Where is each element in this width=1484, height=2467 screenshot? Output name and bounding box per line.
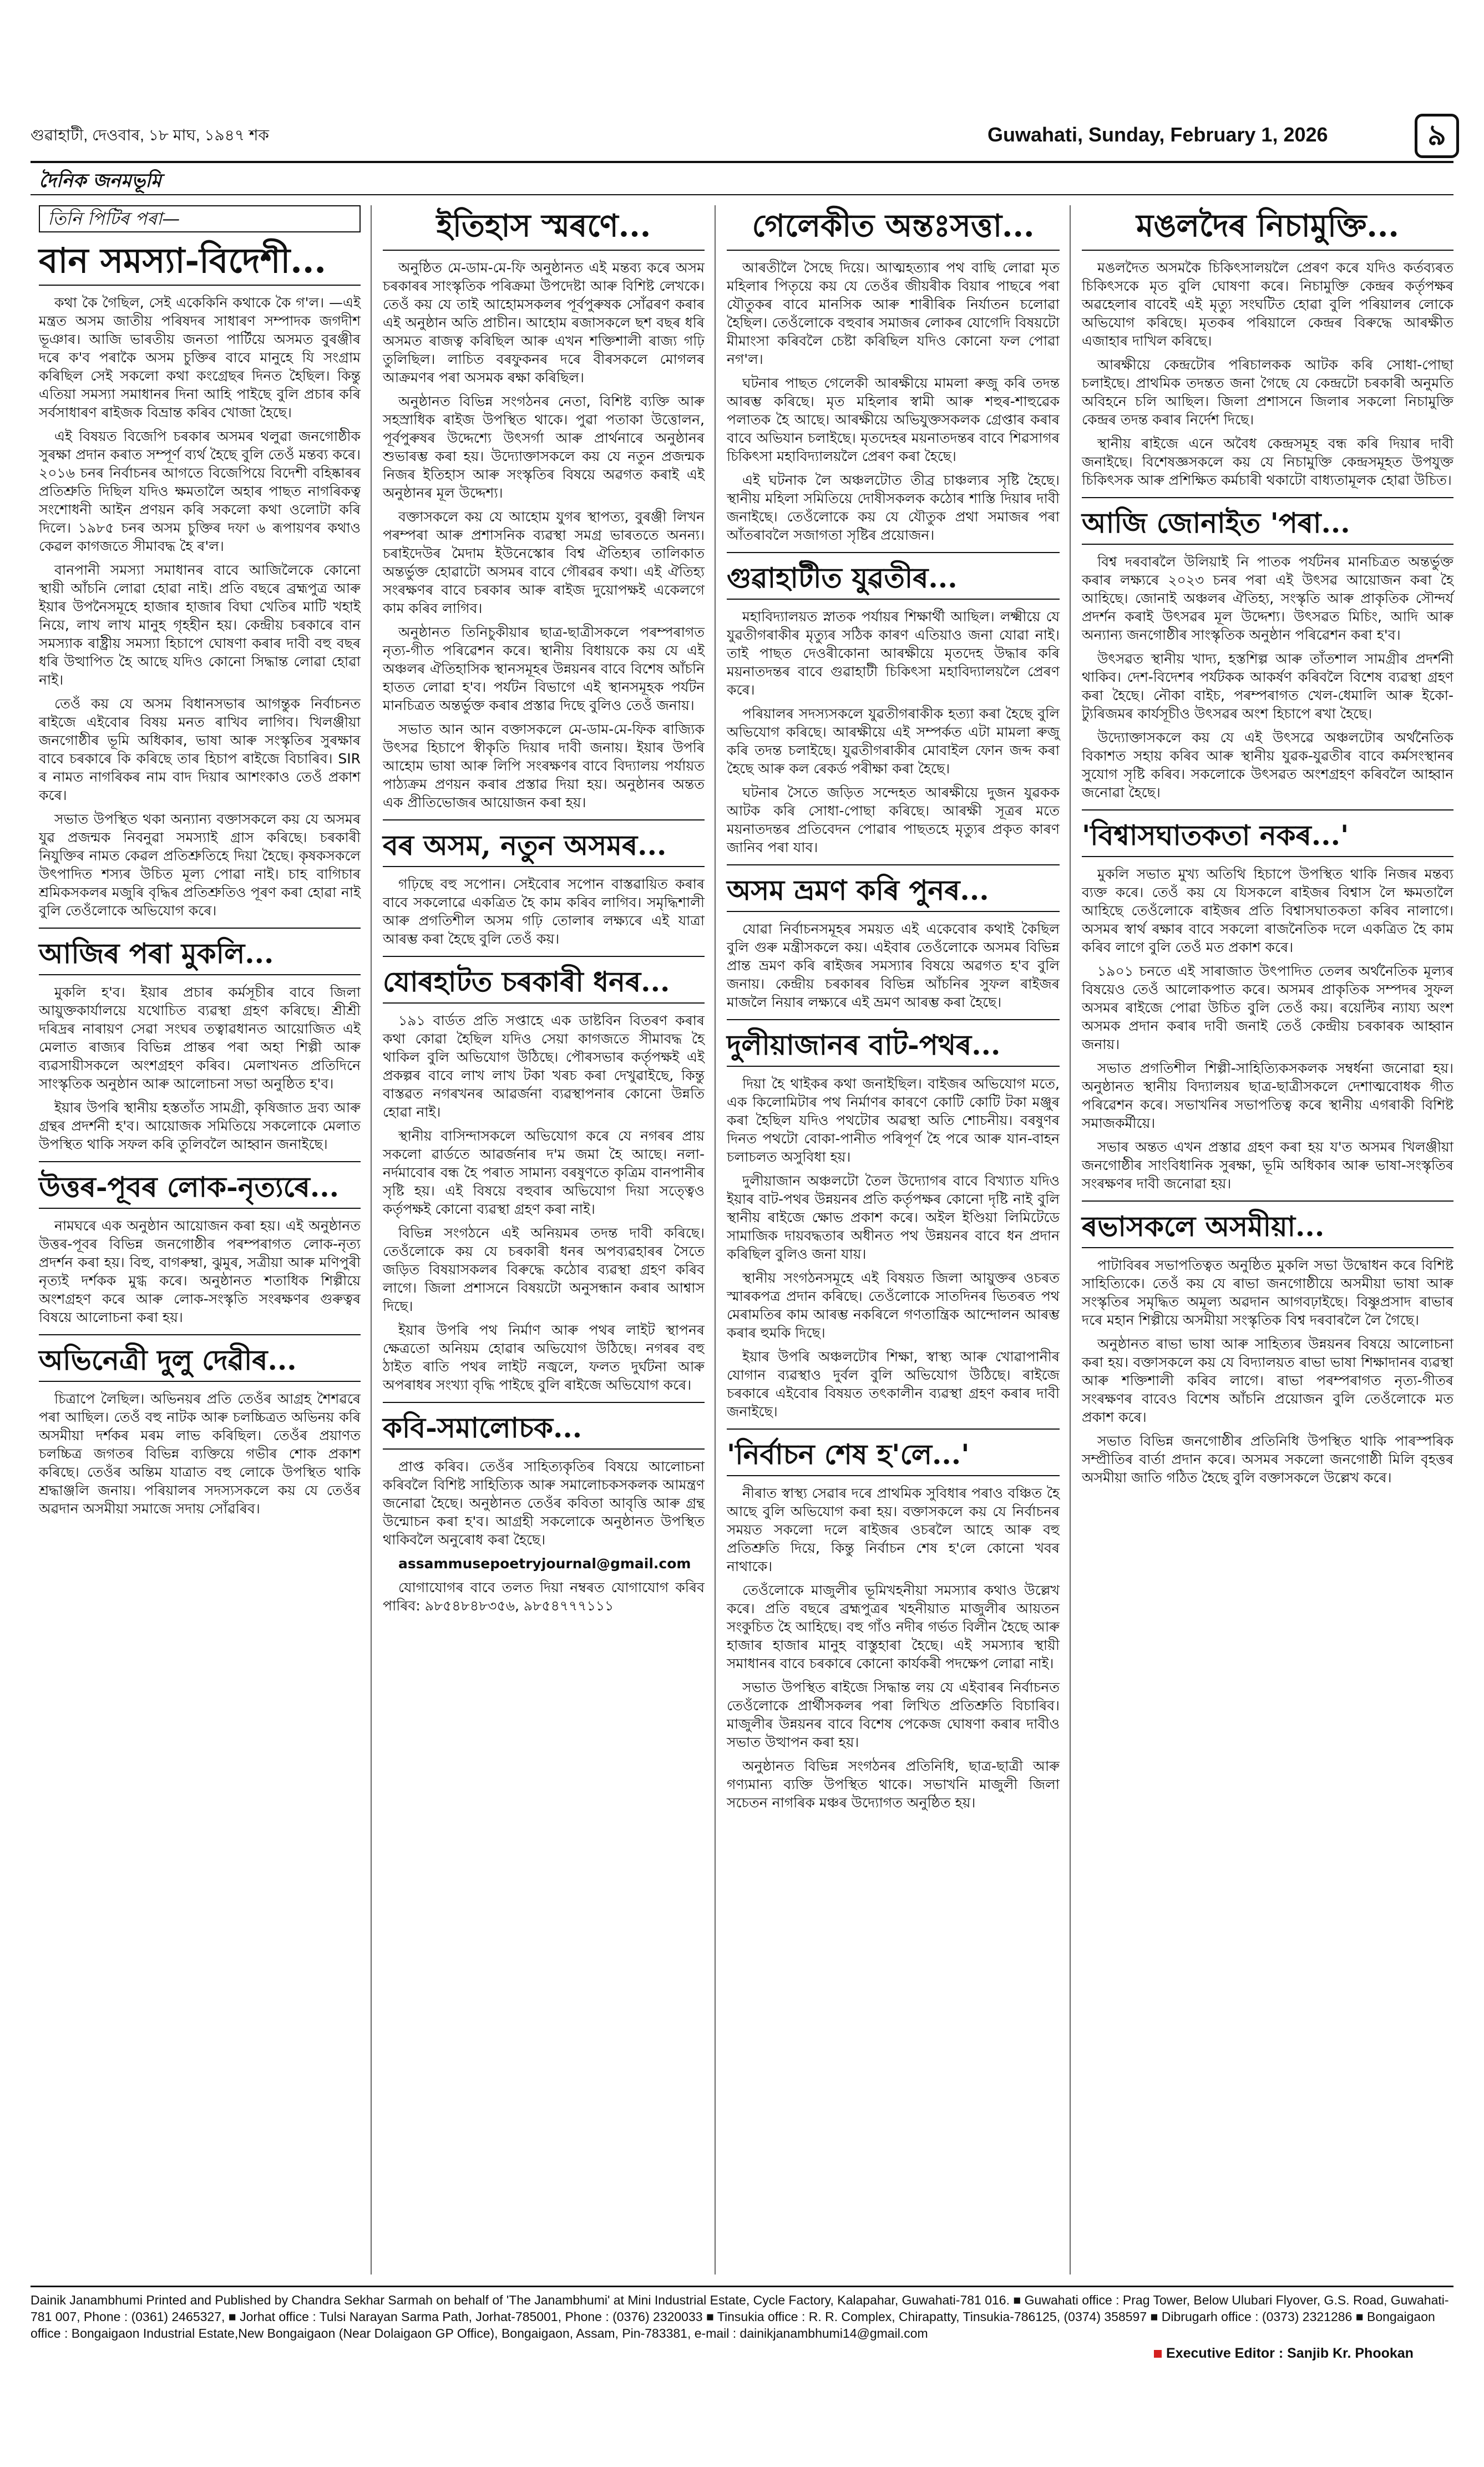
- paragraph: ইয়াৰ উপৰি পথ নিৰ্মাণ আৰু পথৰ লাইট স্থাপনৰ ক্ষেত্ৰতো অনিয়ম হোৱাৰ অভিযোগ উঠিছে। নগৰৰ বহু ঠাইত ৰাতি পথৰ লাইট নজ্বলে, ফলত দুৰ্ঘটনা আৰু অপৰাধৰ সংখ্যা বৃদ্ধি পাইছে বুলি ৰাইজে অভিযোগ কৰে।: [383, 1322, 705, 1393]
- divider: [39, 1161, 361, 1162]
- column-separator: [1070, 205, 1071, 2274]
- paragraph: স্থানীয় বাসিন্দাসকলে অভিযোগ কৰে যে নগৰৰ প্ৰায় সকলো ৱাৰ্ডতে আৱৰ্জনাৰ দ'ম জমা হৈ আছে। নলা-নৰ্দমাবোৰ বন্ধ হৈ পৰাত সামান্য বৰষুণতে কৃত্ৰিম বানপানীৰ সৃষ্টি হয়। এই বিষয়ে বহুবাৰ অভিযোগ দিয়া সত্ত্বেও কৰ্তৃপক্ষই কোনো ব্যৱস্থা গ্ৰহণ কৰা নাই।: [383, 1128, 705, 1217]
- issue-date-assamese: গুৱাহাটী, দেওবাৰ, ১৮ মাঘ, ১৯৪৭ শক: [31, 126, 269, 144]
- article-duliajan: [727, 1028, 1060, 1421]
- divider: [383, 819, 705, 820]
- bullet-square-icon: [1154, 2350, 1162, 2358]
- paragraph: অনুষ্ঠানত বিভিন্ন সংগঠনৰ প্ৰতিনিধি, ছাত্ৰ-ছাত্ৰী আৰু গণ্যমান্য ব্যক্তি উপস্থিত থাকে। সভাখনি মাজুলী জিলা সচেতন নাগৰিক মঞ্চৰ উদ্যোগত অনুষ্ঠিত হয়।: [727, 1758, 1060, 1811]
- headline: দুলীয়াজানৰ বাট-পথৰ...: [727, 1028, 1060, 1067]
- imprint-text: Dainik Janambhumi Printed and Published by Chandra Sekhar Sarmah on behalf of 'The Janambhumi' at Mini Industrial Estate, Cycle Factory, Kalapahar, Guwahati-781 016. ■ Guwahati office : Prag Tower, Below Ulubari Flyover, G.S. Road, Guwahati-781 007, Phone : (0361) 2465327, ■ Jorhat office : Tulsi Narayan Sarma Path, Jorhat-785001, Phone : (0376) 2320033 ■ Tinsukia office : R. R. Complex, Chirapatty, Tinsukia-786125, (0374) 358597 ■ Dibrugarh office : (0373) 2321286 ■ Bongaigaon office : Bongaigaon Industrial Estate,New Bongaigaon (Near Dolaigaon GP Office), Bongaigaon, Assam, Pin-783381, e-mail : dainikjanambhumi14@gmail.com: [31, 2293, 1449, 2341]
- divider: [727, 1428, 1060, 1430]
- page-number: ৯: [1415, 114, 1459, 158]
- paragraph: ঘটনাৰ পাছত গেলেকী আৰক্ষীয়ে মামলা ৰুজু কৰি তদন্ত আৰম্ভ কৰিছে। মৃত মহিলাৰ স্বামী আৰু শহুৰ-শাহুৱেক পলাতক হৈ আছে। আৰক্ষীয়ে অভিযুক্তসকলক গ্ৰেপ্তাৰ কৰাৰ বাবে অভিযান চলাইছে। মৃতদেহৰ ময়নাতদন্তৰ বাবে শিৱসাগৰ চিকিৎসা মহাবিদ্যালয়লৈ প্ৰেৰণ কৰা হৈছে।: [727, 375, 1060, 464]
- paragraph: তেওঁ কয় যে অসম বিধানসভাৰ আগন্তুক নিৰ্বাচনত ৰাইজে এইবোৰ বিষয় মনত ৰাখিব লাগিব। খিলঞ্জীয়া জনগোষ্ঠীৰ ভূমি অধিকাৰ, ভাষা আৰু সংস্কৃতিৰ সুৰক্ষাৰ বাবে চৰকাৰে কি কৰিছে তাৰ হিচাপ ৰাইজে বিচাৰিব। SIR ৰ নামত নাগৰিকৰ নাম বাদ দিয়াৰ আশংকাও তেওঁ প্ৰকাশ কৰে।: [39, 696, 361, 803]
- article-geleki: [727, 205, 1060, 544]
- paragraph: মুকলি হ'ব। ইয়াৰ প্ৰচাৰ কৰ্মসূচীৰ বাবে জিলা আয়ুক্তকাৰ্যালয়ে যথোচিত ব্যৱস্থা গ্ৰহণ কৰিছে। শ্ৰীশ্ৰী দৰিদ্ৰৰ নাৰায়ণ সেৱা সংঘৰ তত্বাৱধানত আয়োজিত এই মেলাত ৰাজ্যৰ বিভিন্ন প্ৰান্তৰ পৰা অহা শিল্পী আৰু ব্যৱসায়ীসকলে অংশগ্ৰহণ কৰিব। মেলাখনত প্ৰতিদিনে সাংস্কৃতিক অনুষ্ঠান আৰু আলোচনা সভা অনুষ্ঠিত হ'ব।: [39, 984, 361, 1092]
- paragraph: অনুষ্ঠানত ৰাভা ভাষা আৰু সাহিত্যৰ উন্নয়নৰ বিষয়ে আলোচনা কৰা হয়। বক্তাসকলে কয় যে বিদ্যালয়ত ৰাভা ভাষা শিক্ষাদানৰ ব্যৱস্থা আৰু শক্তিশালী কৰিব লাগে। ৰাভা পৰম্পৰাগত নৃত্য-গীতৰ সংৰক্ষণৰ বাবেও বিশেষ আঁচনি প্ৰয়োজন বুলি তেওঁলোকে মত প্ৰকাশ কৰে।: [1082, 1336, 1453, 1425]
- paragraph: সভাত প্ৰগতিশীল শিল্পী-সাহিত্যিকসকলক সম্বৰ্ধনা জনোৱা হয়। অনুষ্ঠানত স্থানীয় বিদ্যালয়ৰ ছাত্ৰ-ছাত্ৰীসকলে দেশাত্মবোধক গীত পৰিৱেশন কৰে। সভাখনিৰ সভাপতিত্ব কৰে স্থানীয় এগৰাকী বিশিষ্ট সমাজকৰ্মীয়ে।: [1082, 1060, 1453, 1131]
- headline: 'নিৰ্বাচন শেষ হ'লে...': [727, 1437, 1060, 1476]
- paragraph: তেওঁলোকে মাজুলীৰ ভূমিখহনীয়া সমস্যাৰ কথাও উল্লেখ কৰে। প্ৰতি বছৰে ব্ৰহ্মপুত্ৰৰ খহনীয়াত মাজুলীৰ আয়তন সংকুচিত হৈ আহিছে। বহু গাঁও নদীৰ গৰ্ভত বিলীন হৈছে আৰু হাজাৰ হাজাৰ মানুহ বাস্তুহাৰা হৈছে। এই সমস্যাৰ স্থায়ী সমাধানৰ বাবে চৰকাৰে কোনো কাৰ্যকৰী পদক্ষেপ লোৱা নাই।: [727, 1582, 1060, 1671]
- paragraph: আৰতীলৈ সৈছে দিয়ে। আত্মহত্যাৰ পথ বাছি লোৱা মৃত মহিলাৰ পিতৃয়ে কয় যে তেওঁৰ জীয়ৰীক বিয়াৰ পাছৰে পৰা যৌতুকৰ বাবে মানসিক আৰু শাৰীৰিক নিৰ্যাতন চলোৱা হৈছিল। তেওঁলোকে বহুবাৰ সমাজৰ লোকৰ যোগেদি বিষয়টো মীমাংসা কৰিবলৈ চেষ্টা কৰিছিল যদিও কোনো ফল পোৱা নগ'ল।: [727, 260, 1060, 367]
- divider: [39, 928, 361, 929]
- headline: আজিৰ পৰা মুকলি...: [39, 936, 361, 975]
- headline: ৰভাসকলে অসমীয়া...: [1082, 1209, 1453, 1248]
- column-separator: [715, 205, 716, 2274]
- divider: [39, 1334, 361, 1335]
- article-bishwasghatakota: [1082, 818, 1453, 1193]
- paragraph: যোগাযোগৰ বাবে তলত দিয়া নম্বৰত যোগাযোগ কৰিব পাৰিব: ৯৮৫৪৮৪৮৩৫৬, ৯৮৫৪৭৭৭১১১: [383, 1579, 705, 1614]
- headline: যোৰহাটত চৰকাৰী ধনৰ...: [383, 965, 705, 1004]
- article-rabha: [1082, 1209, 1453, 1487]
- article-itihas-smoran: [383, 205, 705, 812]
- paragraph: বিভিন্ন সংগঠনে এই অনিয়মৰ তদন্ত দাবী কৰিছে। তেওঁলোকে কয় যে চৰকাৰী ধনৰ অপব্যৱহাৰৰ সৈতে জড়িত বিষয়াসকলৰ বিৰুদ্ধে কঠোৰ ব্যৱস্থা গ্ৰহণ কৰিব লাগে। জিলা প্ৰশাসনে বিষয়টো অনুসন্ধান কৰাৰ আশ্বাস দিছে।: [383, 1225, 705, 1314]
- divider: [727, 1019, 1060, 1020]
- column-4: [1082, 205, 1453, 1492]
- paragraph: স্থানীয় সংগঠনসমূহে এই বিষয়ত জিলা আয়ুক্তৰ ওচৰত স্মাৰকপত্ৰ প্ৰদান কৰিছে। তেওঁলোকে সাতদিনৰ ভিতৰত পথ মেৰামতিৰ কাম আৰম্ভ নকৰিলে গণতান্ত্ৰিক আন্দোলন আৰম্ভ কৰাৰ হুমকি দিছে।: [727, 1270, 1060, 1341]
- paragraph: ঘটনাৰ সৈতে জড়িত সন্দেহত আৰক্ষীয়ে দুজন যুৱকক আটক কৰি সোধা-পোছা কৰিছে। আৰক্ষী সূত্ৰৰ মতে ময়নাতদন্তৰ প্ৰতিবেদন পোৱাৰ পাছতহে মৃত্যুৰ প্ৰকৃত কাৰণ জানিব পৰা যাব।: [727, 784, 1060, 855]
- masthead-title: দৈনিক জনমভূমি: [39, 170, 161, 192]
- column-1: [39, 205, 361, 1523]
- article-lok-nritya: [39, 1170, 361, 1326]
- executive-editor: [1154, 2346, 1414, 2362]
- paragraph: নীৰাত স্বাস্থ্য সেৱাৰ দৰে প্ৰাথমিক সুবিধাৰ পৰাও বঞ্চিত হৈ আছে বুলি অভিযোগ কৰা হয়। বক্তাসকলে কয় যে নিৰ্বাচনৰ সময়ত সকলো দলে ৰাইজৰ ওচৰলৈ আহে আৰু বহু প্ৰতিশ্ৰুতি দিয়ে, কিন্তু নিৰ্বাচন শেষ হ'লে কোনো খবৰ নাথাকে।: [727, 1485, 1060, 1574]
- paragraph: এই বিষয়ত বিজেপি চৰকাৰ অসমৰ থলুৱা জনগোষ্ঠীক সুৰক্ষা প্ৰদান কৰাত সম্পূৰ্ণ ব্যৰ্থ হৈছে বুলি তেওঁ মন্তব্য কৰে। ২০১৬ চনৰ নিৰ্বাচনৰ আগতে বিজেপিয়ে বিদেশী বহিষ্কাৰৰ প্ৰতিশ্ৰুতি দিছিল যদিও ক্ষমতালৈ অহাৰ পাছত নাগৰিকত্ব সংশোধনী আইন প্ৰণয়ন কৰি সকলো কথা ওলোটা কৰি দিলে। ১৯৮৫ চনৰ অসম চুক্তিৰ দফা ৬ ৰূপায়ণৰ কথাও কেৱল কাগজতে সীমাবদ্ধ হৈ ৰ'ল।: [39, 428, 361, 554]
- divider: [1082, 1200, 1453, 1202]
- article-dulu-devi: [39, 1343, 361, 1518]
- paragraph: দুলীয়াজান অঞ্চলটো তৈল উদ্যোগৰ বাবে বিখ্যাত যদিও ইয়াৰ বাট-পথৰ উন্নয়নৰ প্ৰতি কৰ্তৃপক্ষৰ কোনো দৃষ্টি নাই বুলি স্থানীয় ৰাইজে ক্ষোভ প্ৰকাশ কৰে। অইল ইণ্ডিয়া লিমিটেডে সামাজিক দায়বদ্ধতাৰ অধীনত পথ উন্নয়নৰ বাবে ধন প্ৰদান কৰিছিল বুলিও জনা যায়।: [727, 1173, 1060, 1262]
- paragraph: দিয়া হৈ থাইকৰ কথা জনাইছিল। বাইজৰ অভিযোগ মতে, এক কিলোমিটাৰ পথ নিৰ্মাণৰ কাৰণে কোটি কোটি টকা মঞ্জুৰ কৰা হৈছিল যদিও পথটোৰ অৱস্থা অতি শোচনীয়। বৰষুণৰ দিনত পথটো বোকা-পানীত পৰিপূৰ্ণ হৈ পৰে আৰু যান-বাহন চলাচলত অসুবিধা হয়।: [727, 1076, 1060, 1165]
- paragraph: উৎসৱত স্থানীয় খাদ্য, হস্তশিল্প আৰু তাঁতশাল সামগ্ৰীৰ প্ৰদৰ্শনী থাকিব। দেশ-বিদেশৰ পৰ্যটকক আকৰ্ষণ কৰিবলৈ বিশেষ ব্যৱস্থা গ্ৰহণ কৰা হৈছে। নৌকা বাইচ, পৰম্পৰাগত খেল-ধেমালি আৰু ইকো-ট্যুৰিজমৰ কাৰ্যসূচীও উৎসৱৰ অংশ হিচাপে ৰখা হৈছে।: [1082, 651, 1453, 722]
- divider: [1082, 809, 1453, 810]
- headline: কবি-সমালোচক...: [383, 1411, 705, 1450]
- paragraph: বক্তাসকলে কয় যে আহোম যুগৰ স্থাপত্য, বুৰঞ্জী লিখন পৰম্পৰা আৰু প্ৰশাসনিক ব্যৱস্থা সমগ্ৰ ভাৰততে অনন্য। চৰাইদেউৰ মৈদাম ইউনেস্কোৰ বিশ্ব ঐতিহ্যৰ তালিকাত অন্তৰ্ভুক্ত হোৱাটো অসমৰ বাবে গৌৰৱৰ কথা। এই ঐতিহ্য সংৰক্ষণৰ বাবে চৰকাৰ আৰু ৰাইজ দুয়োপক্ষই একেলগে কাম কৰিব লাগিব।: [383, 509, 705, 616]
- article-axom-bhromon: [727, 873, 1060, 1011]
- paragraph: নামঘৰে এক অনুষ্ঠান আয়োজন কৰা হয়। এই অনুষ্ঠানত উত্তৰ-পূবৰ বিভিন্ন জনগোষ্ঠীৰ পৰম্পৰাগত লোক-নৃত্য প্ৰদৰ্শন কৰা হয়। বিহু, বাগৰুম্বা, ঝুমুৰ, সত্ৰীয়া আৰু মণিপুৰী নৃত্যই দৰ্শকক মুগ্ধ কৰে। অনুষ্ঠানত শতাধিক শিল্পীয়ে অংশগ্ৰহণ কৰে আৰু লোক-সংস্কৃতি সংৰক্ষণৰ গুৰুত্বৰ বিষয়ে আলোচনা কৰা হয়।: [39, 1218, 361, 1325]
- imprint-footer: [31, 2286, 1453, 2342]
- headline: গেলেকীত অন্তঃসত্তা...: [727, 205, 1060, 251]
- masthead-rule: [31, 161, 1453, 163]
- paragraph: মঙলদৈত অসমকৈ চিকিৎসালয়লৈ প্ৰেৰণ কৰে যদিও কৰ্তব্যৰত চিকিৎসকে মৃত বুলি ঘোষণা কৰে। নিচামুক্তি কেন্দ্ৰৰ কৰ্তৃপক্ষৰ অৱহেলাৰ বাবেই এই মৃত্যু সংঘটিত হোৱা বুলি পৰিয়ালৰ লোকে অভিযোগ কৰিছে। মৃতকৰ পৰিয়ালে কেন্দ্ৰৰ বিৰুদ্ধে আৰক্ষীত এজাহাৰ দাখিল কৰিছে।: [1082, 260, 1453, 349]
- article-jorhat-dhan: [383, 965, 705, 1394]
- article-mangaldai: [1082, 205, 1453, 489]
- article-kobi-somalochok: [383, 1411, 705, 1615]
- paragraph: পাটাবিৰৰ সভাপতিত্বত অনুষ্ঠিত মুকলি সভা উদ্বোধন কৰে বিশিষ্ট সাহিত্যিকে। তেওঁ কয় যে ৰাভা জনগোষ্ঠীয়ে অসমীয়া ভাষা আৰু সংস্কৃতিৰ সমৃদ্ধিত অমূল্য অৱদান আগবঢ়াইছে। বিষ্ণুপ্ৰসাদ ৰাভাৰ দৰে মহান শিল্পীয়ে অসমীয়া সংস্কৃতিক বিশ্ব দৰবাৰলৈ লৈ গৈছে।: [1082, 1257, 1453, 1328]
- paragraph: যোৱা নিৰ্বাচনসমূহৰ সময়ত এই একেবোৰ কথাই কৈছিল বুলি গুৰু মন্ত্ৰীসকলে কয়। এইবাৰ তেওঁলোকে অসমৰ বিভিন্ন প্ৰান্ত ভ্ৰমণ কৰি ৰাইজৰ সমস্যাৰ বিষয়ে অৱগত হ'ব বুলি জনায়। কেন্দ্ৰীয় চৰকাৰৰ বিভিন্ন আঁচনিৰ সুফল ৰাইজৰ মাজলৈ নিয়াৰ লক্ষ্যৰে এই ভ্ৰমণ আৰম্ভ কৰা হৈছে।: [727, 921, 1060, 1010]
- paragraph: চিত্ৰাপে লৈছিল। অভিনয়ৰ প্ৰতি তেওঁৰ আগ্ৰহ শৈশৱৰে পৰা আছিল। তেওঁ বহু নাটক আৰু চলচ্চিত্ৰত অভিনয় কৰি অসমীয়া দৰ্শকৰ মৰম লাভ কৰিছিল। তেওঁৰ প্ৰয়াণত চলচ্চিত্ৰ জগতৰ বিভিন্ন ব্যক্তিয়ে গভীৰ শোক প্ৰকাশ কৰিছে। তেওঁৰ অন্তিম যাত্ৰাত বহু লোকে উপস্থিত থাকি শ্ৰদ্ধাঞ্জলি জনায়। পৰিয়ালৰ সদস্যসকলে কয় যে তেওঁৰ অৱদান অসমীয়া সমাজে সদায় সোঁৱৰিব।: [39, 1391, 361, 1517]
- paragraph: সভাত উপস্থিত থকা অন্যান্য বক্তাসকলে কয় যে অসমৰ যুৱ প্ৰজন্মক নিবনুৱা সমস্যাই গ্ৰাস কৰিছে। চৰকাৰী নিযুক্তিৰ নামত কেৱল প্ৰতিশ্ৰুতিহে দিয়া হৈছে। কৃষকসকলে উৎপাদিত শস্যৰ উচিত মূল্য পোৱা নাই। চাহ বাগিচাৰ শ্ৰমিকসকলৰ মজুৰি বৃদ্ধিৰ প্ৰতিশ্ৰুতিও পূৰণ কৰা হোৱা নাই বুলি তেওঁলোকে অভিযোগ কৰে।: [39, 811, 361, 919]
- issue-date-english: Guwahati, Sunday, February 1, 2026: [987, 123, 1328, 146]
- paragraph: বানপানী সমস্যা সমাধানৰ বাবে আজিলৈকে কোনো স্থায়ী আঁচনি লোৱা হোৱা নাই। প্ৰতি বছৰে ব্ৰহ্মপুত্ৰ আৰু ইয়াৰ উপনৈসমূহে হাজাৰ হাজাৰ বিঘা খেতিৰ মাটি খহাই নিয়ে, লাখ লাখ মানুহ গৃহহীন হয়। কেন্দ্ৰীয় চৰকাৰে বান সমস্যাক ৰাষ্ট্ৰীয় সমস্যা হিচাপে ঘোষণা কৰাৰ দাবী বহু বছৰ ধৰি উত্থাপিত হৈ আছে যদিও কোনো সিদ্ধান্ত লোৱা হোৱা নাই।: [39, 562, 361, 688]
- divider: [727, 552, 1060, 553]
- article-ajir-pora-mukoli: [39, 936, 361, 1153]
- paragraph: মহাবিদ্যালয়ত স্নাতক পৰ্যায়ৰ শিক্ষাৰ্থী আছিল। লক্ষ্মীয়ে যে যুৱতীগৰাকীৰ মৃত্যুৰ সঠিক কাৰণ এতিয়াও জনা যোৱা নাই। তাই পাছত দেওৰীকোনা আৰক্ষীয়ে মৃতদেহ উদ্ধাৰ কৰি ময়নাতদন্তৰ বাবে গুৱাহাটী চিকিৎসা মহাবিদ্যালয়লৈ প্ৰেৰণ কৰে।: [727, 609, 1060, 698]
- paragraph: ১৯০১ চনতে এই সাৰাজাত উৎপাদিত তেলৰ অৰ্থনৈতিক মূল্যৰ বিষয়েও তেওঁ আলোকপাত কৰে। অসমৰ প্ৰাকৃতিক সম্পদৰ সুফল অসমৰ ৰাইজে পোৱা উচিত বুলি তেওঁ কয়। ৰয়েল্টিৰ ন্যায্য অংশ অসমক প্ৰদান কৰাৰ দাবী জনাই তেওঁ কেন্দ্ৰীয় চৰকাৰক আহ্বান জনায়।: [1082, 963, 1453, 1052]
- headline: মঙলদৈৰ নিচামুক্তি...: [1082, 205, 1453, 251]
- paragraph: সভাত বিভিন্ন জনগোষ্ঠীৰ প্ৰতিনিধি উপস্থিত থাকি পাৰস্পৰিক সম্প্ৰীতিৰ বাৰ্তা প্ৰদান কৰে। অসমৰ সকলো জনগোষ্ঠী মিলি বৃহত্তৰ অসমীয়া জাতি গঠিত হৈছে বুলি বক্তাসকলে উল্লেখ কৰে।: [1082, 1433, 1453, 1486]
- divider: [1082, 497, 1453, 498]
- paragraph: অনুষ্ঠানত বিভিন্ন সংগঠনৰ নেতা, বিশিষ্ট ব্যক্তি আৰু সহস্ৰাধিক ৰাইজ উপস্থিত থাকে। পুৱা পতাকা উত্তোলন, পূৰ্বপুৰুষৰ উদ্দেশ্যে উৎসৰ্গা আৰু প্ৰাৰ্থনাৰে অনুষ্ঠানৰ শুভাৰম্ভ কৰা হয়। উদ্যোক্তাসকলে কয় যে নতুন প্ৰজন্মক নিজৰ ইতিহাস আৰু সংস্কৃতিৰ বিষয়ে অৱগত কৰাই এই অনুষ্ঠানৰ মূল উদ্দেশ্য।: [383, 393, 705, 501]
- contact-email[interactable]: assammusepoetryjournal@gmail.com: [398, 1556, 691, 1572]
- divider: [383, 956, 705, 957]
- paragraph: সভাৰ অন্তত এখন প্ৰস্তাৱ গ্ৰহণ কৰা হয় য'ত অসমৰ খিলঞ্জীয়া জনগোষ্ঠীৰ সাংবিধানিক সুৰক্ষা, ভূমি অধিকাৰ আৰু ভাষা-সংস্কৃতিৰ সংৰক্ষণৰ দাবী জনোৱা হয়।: [1082, 1139, 1453, 1192]
- article-nirbachon: [727, 1437, 1060, 1812]
- paragraph: পৰিয়ালৰ সদস্যসকলে যুৱতীগৰাকীক হত্যা কৰা হৈছে বুলি অভিযোগ কৰিছে। আৰক্ষীয়ে এই সম্পৰ্কত এটা মামলা ৰুজু কৰি তদন্ত চলাইছে। যুৱতীগৰাকীৰ মোবাইল ফোন জব্দ কৰা হৈছে আৰু কল ৰেকৰ্ড পৰীক্ষা কৰা হৈছে।: [727, 706, 1060, 777]
- paragraph: ইয়াৰ উপৰি অঞ্চলটোৰ শিক্ষা, স্বাস্থ্য আৰু খোৱাপানীৰ যোগান ব্যৱস্থাও দুৰ্বল বুলি অভিযোগ উঠিছে। ৰাইজে চৰকাৰে এইবোৰ বিষয়ত তৎকালীন ব্যৱস্থা গ্ৰহণ কৰাৰ দাবী জনাইছে।: [727, 1349, 1060, 1420]
- article-jonai: [1082, 506, 1453, 802]
- paragraph: ইয়াৰ উপৰি স্থানীয় হস্ততাঁত সামগ্ৰী, কৃষিজাত দ্ৰব্য আৰু গ্ৰন্থৰ প্ৰদৰ্শনী হ'ব। আয়োজক সমিতিয়ে সকলোকে মেলাত উপস্থিত থাকি সফল কৰি তুলিবলৈ আহ্বান জনাইছে।: [39, 1100, 361, 1152]
- article-ban-samasya: [39, 240, 361, 920]
- headline: আজি জোনাইত 'পৰা...: [1082, 506, 1453, 545]
- editor-label: Executive Editor : Sanjib Kr. Phookan: [1166, 2346, 1414, 2361]
- paragraph: মুকলি সভাত মুখ্য অতিথি হিচাপে উপস্থিত থাকি নিজৰ মন্তব্য ব্যক্ত কৰে। তেওঁ কয় যে যিসকলে ৰাইজৰ বিশ্বাস লৈ ক্ষমতালৈ আহিছে তেওঁলোকে ৰাইজৰ প্ৰতি বিশ্বাসঘাতকতা কৰিব নালাগে। অসমৰ স্বাৰ্থ ৰক্ষাৰ বাবে সকলো ৰাজনৈতিক দলে একত্ৰিত হৈ কাম কৰিব লাগে বুলি তেওঁ মত প্ৰকাশ কৰে।: [1082, 866, 1453, 955]
- paragraph: অনুষ্ঠানত তিনিচুকীয়াৰ ছাত্ৰ-ছাত্ৰীসকলে পৰম্পৰাগত নৃত্য-গীত পৰিৱেশন কৰে। স্থানীয় বিধায়কে কয় যে এই অঞ্চলৰ ঐতিহাসিক স্থানসমূহৰ উন্নয়নৰ বাবে বিশেষ আঁচনি হাতত লোৱা হ'ব। পৰ্যটন বিভাগে এই স্থানসমূহক পৰ্যটন মানচিত্ৰত অন্তৰ্ভুক্ত কৰাৰ প্ৰস্তাৱ দিছে বুলিও তেওঁ জনায়।: [383, 624, 705, 713]
- column-separator: [371, 205, 372, 2274]
- paragraph: প্ৰাপ্ত কৰিব। তেওঁৰ সাহিত্যকৃতিৰ বিষয়ে আলোচনা কৰিবলৈ বিশিষ্ট সাহিত্যিক আৰু সমালোচকসকলক আমন্ত্ৰণ জনোৱা হৈছে। অনুষ্ঠানত তেওঁৰ কবিতা আবৃত্তি আৰু গ্ৰন্থ উন্মোচন কৰা হ'ব। আগ্ৰহী সকলোকে অনুষ্ঠানত উপস্থিত থাকিবলৈ অনুৰোধ কৰা হৈছে।: [383, 1458, 705, 1548]
- paragraph: বিশ্ব দৰবাৰলৈ উলিয়াই নি পাতক পৰ্যটনৰ মানচিত্ৰত অন্তৰ্ভুক্ত কৰাৰ লক্ষ্যৰে ২০২৩ চনৰ পৰা এই উৎসৱ আয়োজন কৰা হৈ আহিছে। জোনাই অঞ্চলৰ ঐতিহ্য, সংস্কৃতি আৰু প্ৰাকৃতিক সৌন্দৰ্য প্ৰদৰ্শন কৰাই উৎসৱৰ মূল উদ্দেশ্য। উৎসৱত মিচিং, আদি আৰু অন্যান্য জনগোষ্ঠীৰ সাংস্কৃতিক অনুষ্ঠান পৰিৱেশন কৰা হ'ব।: [1082, 554, 1453, 643]
- divider: [383, 1402, 705, 1403]
- article-bor-axom: [383, 828, 705, 948]
- headline: গুৱাহাটীত যুৱতীৰ...: [727, 561, 1060, 600]
- headline: অভিনেত্ৰী দুলু দেৱীৰ...: [39, 1343, 361, 1382]
- paragraph: সভাত উপস্থিত ৰাইজে সিদ্ধান্ত লয় যে এইবাৰৰ নিৰ্বাচনত তেওঁলোকে প্ৰাৰ্থীসকলৰ পৰা লিখিত প্ৰতিশ্ৰুতি বিচাৰিব। মাজুলীৰ উন্নয়নৰ বাবে বিশেষ পেকেজ ঘোষণা কৰাৰ দাবীও সভাত উত্থাপন কৰা হয়।: [727, 1679, 1060, 1750]
- masthead-rule-bottom: [31, 194, 1453, 195]
- paragraph: কথা কৈ গৈছিল, সেই একেকিনি কথাকে কৈ গ'ল। —এই মন্ত্ৰত অসম জাতীয় পৰিষদৰ সাধাৰণ সম্পাদক জগদীশ ভূঞাৰ। আজি ভাৰতীয় জনতা পাৰ্টিয়ে অসমত বুৰঞ্জীৰ দৰে ক'ব পৰাকৈ অসম চুক্তিৰ বাবে মানুহে যি সংগ্ৰাম কৰিছিল সেই সকলো কথা কংগ্ৰেছৰ দিনত হৈছিল। কিন্তু এতিয়া সমস্যা সমাধানৰ দিনা আহি পাইছে বুলি প্ৰচাৰ কৰি সৰ্বসাধাৰণ ৰাইজক বিভ্ৰান্ত কৰিব খোজা হৈছে।: [39, 295, 361, 421]
- column-3: [727, 205, 1060, 1817]
- paragraph: সভাত আন আন বক্তাসকলে মে-ডাম-মে-ফিক ৰাজ্যিক উৎসৱ হিচাপে স্বীকৃতি দিয়াৰ দাবী জনায়। ইয়াৰ উপৰি আহোম ভাষা আৰু লিপি সংৰক্ষণৰ বাবে বিদ্যালয় পৰ্যায়ত পাঠ্যক্ৰম প্ৰণয়ন কৰাৰ প্ৰস্তাৱ দিয়া হয়। অনুষ্ঠানৰ অন্তত এক প্ৰীতিভোজৰ আয়োজন কৰা হয়।: [383, 721, 705, 810]
- paragraph: গঢ়িছে বহু সপোন। সেইবোৰ সপোন বাস্তৱায়িত কৰাৰ বাবে সকলোৱে একত্ৰিত হৈ কাম কৰিব লাগিব। সমৃদ্ধিশালী আৰু প্ৰগতিশীল অসম গঢ়ি তোলাৰ লক্ষ্যৰে এই যাত্ৰা আৰম্ভ কৰা হৈছে বুলি তেওঁ কয়।: [383, 876, 705, 947]
- headline: উত্তৰ-পূবৰ লোক-নৃত্যৰে...: [39, 1170, 361, 1209]
- paragraph: আৰক্ষীয়ে কেন্দ্ৰটোৰ পৰিচালকক আটক কৰি সোধা-পোছা চলাইছে। প্ৰাথমিক তদন্তত জনা গৈছে যে কেন্দ্ৰটো চৰকাৰী অনুমতি অবিহনে চলি আছিল। জিলা প্ৰশাসনে জিলাৰ সকলো নিচামুক্তি কেন্দ্ৰৰ তদন্ত কৰাৰ নিৰ্দেশ দিছে।: [1082, 357, 1453, 428]
- paragraph: এই ঘটনাক লৈ অঞ্চলটোত তীব্ৰ চাঞ্চল্যৰ সৃষ্টি হৈছে। স্থানীয় মহিলা সমিতিয়ে দোষীসকলক কঠোৰ শাস্তি দিয়াৰ দাবী জনাইছে। তেওঁলোকে কয় যে যৌতুক প্ৰথা সমাজৰ পৰা আঁতৰাবলৈ সজাগতা সৃষ্টিৰ প্ৰয়োজন।: [727, 472, 1060, 543]
- headline: 'বিশ্বাসঘাতকতা নকৰ...': [1082, 818, 1453, 857]
- paragraph: ১৯১ বাৰ্ডত প্ৰতি সপ্তাহে এক ডাষ্টবিন বিতৰণ কৰাৰ কথা কোৱা হৈছিল যদিও সেয়া কাগজতে সীমাবদ্ধ হৈ থাকিল বুলি অভিযোগ উঠিছে। পৌৰসভাৰ কৰ্তৃপক্ষই এই প্ৰকল্পৰ বাবে লাখ লাখ টকা খৰচ কৰা দেখুৱাইছে, কিন্তু বাস্তৱত নগৰখনৰ আৱৰ্জনা ব্যৱস্থাপনাৰ কোনো উন্নতি হোৱা নাই।: [383, 1012, 705, 1120]
- headline: অসম ভ্ৰমণ কৰি পুনৰ...: [727, 873, 1060, 912]
- headline: ইতিহাস স্মৰণে...: [383, 205, 705, 251]
- headline: বান সমস্যা-বিদেশী...: [39, 240, 361, 286]
- headline: বৰ অসম, নতুন অসমৰ...: [383, 828, 705, 867]
- divider: [727, 864, 1060, 865]
- paragraph: অনুষ্ঠিত মে-ডাম-মে-ফি অনুষ্ঠানত এই মন্তব্য কৰে অসম চৰকাৰৰ সাংস্কৃতিক পৰিক্ৰমা উপদেষ্টা আৰু বিশিষ্ট লেখকে। তেওঁ কয় যে তাই আহোমসকলৰ পূৰ্বপুৰুষক সোঁৱৰণ কৰাৰ এই অনুষ্ঠান অতি প্ৰাচীন। আহোম ৰজাসকলে ছশ বছৰ ধৰি অসমত ৰাজত্ব কৰিছিল আৰু এখন শক্তিশালী ৰাজ্য গঢ়ি তুলিছিল। লাচিত বৰফুকনৰ দৰে বীৰসকলে মোগলৰ আক্ৰমণৰ পৰা অসমক ৰক্ষা কৰিছিল।: [383, 260, 705, 386]
- column-2: [383, 205, 705, 1620]
- paragraph: উদ্যোক্তাসকলে কয় যে এই উৎসৱে অঞ্চলটোৰ অৰ্থনৈতিক বিকাশত সহায় কৰিব আৰু স্থানীয় যুৱক-যুৱতীৰ বাবে কৰ্মসংস্থানৰ সুযোগ সৃষ্টি কৰিব। সকলোকে উৎসৱত অংশগ্ৰহণ কৰিবলৈ আহ্বান জনোৱা হৈছে।: [1082, 730, 1453, 801]
- section-label: তিনি পিটিৰ পৰা—: [39, 205, 361, 232]
- paragraph: স্থানীয় ৰাইজে এনে অবৈধ কেন্দ্ৰসমূহ বন্ধ কৰি দিয়াৰ দাবী জনাইছে। বিশেষজ্ঞসকলে কয় যে নিচামুক্তি কেন্দ্ৰসমূহত উপযুক্ত চিকিৎসক আৰু প্ৰশিক্ষিত কৰ্মচাৰী থকাটো বাধ্যতামূলক হোৱা উচিত।: [1082, 435, 1453, 488]
- article-guwahati-juboti: [727, 561, 1060, 857]
